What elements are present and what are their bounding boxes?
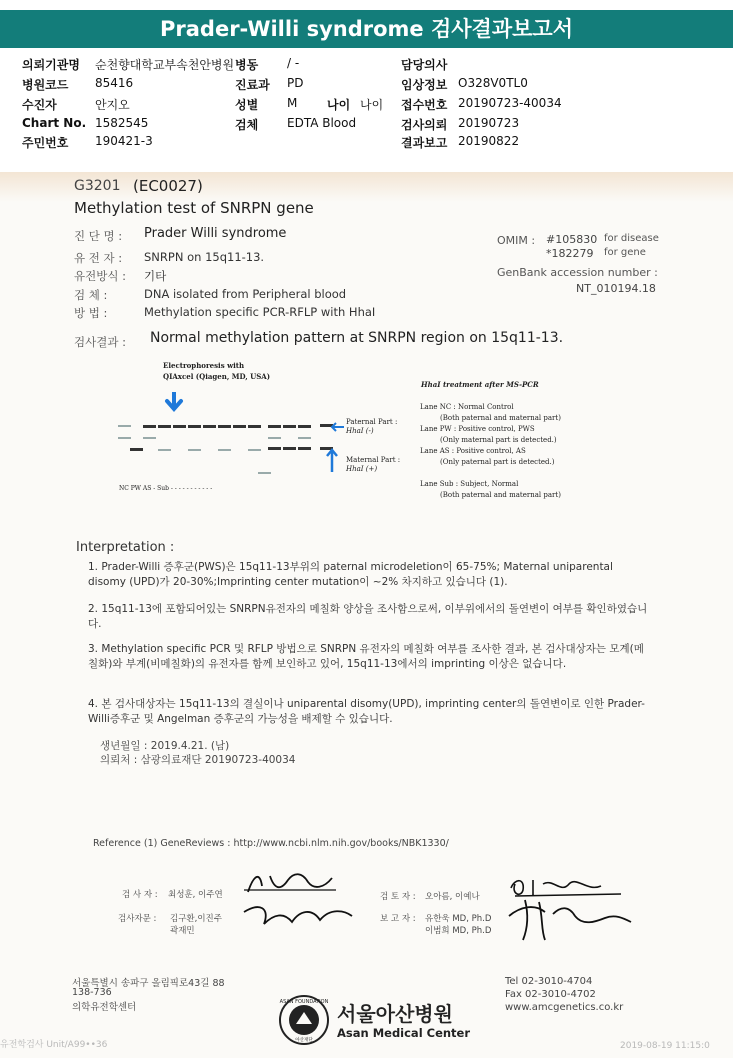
- logo-korean: 서울아산병원: [337, 1002, 453, 1026]
- request-date-label: 검사의뢰: [401, 118, 448, 132]
- telephone: Tel 02-3010-4704: [505, 976, 593, 987]
- method-value: Methylation specific PCR-RFLP with HhaI: [144, 305, 376, 319]
- sex-value: M: [287, 96, 298, 110]
- scan-footer-left: 유전학검사 Unit/A99••36: [0, 1040, 108, 1050]
- ward-value: / -: [287, 56, 300, 70]
- patient-value: 안지오: [95, 98, 130, 112]
- reviewer-names: 오아름, 이예나: [425, 892, 480, 902]
- advisor-names-2: 곽재민: [170, 926, 195, 936]
- gel-band: [298, 425, 311, 428]
- referrer: 의뢰처 : 삼광의료재단 20190723-40034: [100, 754, 296, 766]
- gel-band: [188, 449, 201, 451]
- hospital-value: 순천향대학교부속천안병원: [95, 58, 235, 72]
- interpretation-heading: Interpretation :: [76, 540, 175, 555]
- legend-line: Lane NC : Normal Control: [420, 403, 514, 411]
- gel-band: [173, 425, 186, 428]
- genbank-label: GenBank accession number :: [497, 266, 658, 279]
- genbank-value: NT_010194.18: [576, 282, 656, 295]
- legend-title: HhaI treatment after MS-PCR: [421, 380, 539, 389]
- examiner-label: 검 사 자 :: [122, 890, 158, 900]
- report-date-value: 20190822: [458, 134, 520, 148]
- gel-band: [218, 425, 231, 428]
- omim-label: OMIM :: [497, 234, 536, 247]
- advisor-label: 검사자문 :: [118, 914, 157, 924]
- legend-line: (Both paternal and maternal part): [440, 491, 561, 499]
- reporter-names-2: 이범희 MD, Ph.D: [425, 926, 492, 936]
- address-line-1: 서울특별시 송파구 올림픽로43길 88: [72, 978, 225, 989]
- gel-band: [118, 425, 131, 427]
- omim-gene-desc: for gene: [604, 247, 646, 258]
- gel-band: [298, 437, 311, 439]
- gel-band: [233, 425, 246, 428]
- age-label: 나이: [327, 98, 351, 112]
- report-title: Prader-Willi syndrome 검사결과보고서: [0, 10, 733, 48]
- legend-line: Lane PW : Positive control, PWS: [420, 425, 535, 433]
- specimen-type-label: 검체: [235, 118, 259, 132]
- resident-no-value: 190421-3: [95, 134, 153, 148]
- paternal-hhai: HhaI (-): [346, 427, 374, 435]
- resident-no-label: 주민번호: [22, 136, 69, 150]
- legend-line: (Only maternal part is detected.): [440, 436, 557, 444]
- paternal-label: Paternal Part :: [346, 418, 398, 426]
- website: www.amcgenetics.co.kr: [505, 1002, 624, 1013]
- legend-line: Lane AS : Positive control, AS: [420, 447, 526, 455]
- omim-disease: #105830: [546, 233, 598, 246]
- gel-band: [248, 449, 261, 451]
- department-label: 진료과: [235, 78, 270, 92]
- gel-band: [283, 447, 296, 450]
- accession-value: 20190723-40034: [458, 96, 562, 110]
- gel-band: [130, 448, 143, 451]
- gel-band: [248, 425, 261, 428]
- gel-band: [158, 449, 171, 451]
- test-name: Methylation test of SNRPN gene: [74, 199, 314, 217]
- gel-band: [283, 425, 296, 428]
- gel-band: [268, 425, 281, 428]
- maternal-label: Maternal Part :: [346, 456, 401, 464]
- specimen-type-value: EDTA Blood: [287, 116, 357, 130]
- request-date-value: 20190723: [458, 116, 520, 130]
- left-arrow-icon: [330, 420, 346, 434]
- department-value: PD: [287, 76, 304, 90]
- reviewer-label: 검 토 자 :: [380, 892, 416, 902]
- address-line-3: 의학유전학센터: [72, 1002, 137, 1013]
- seal-inner-text: 아산재단: [295, 1038, 313, 1043]
- down-arrow-icon: [164, 392, 184, 416]
- inheritance-label: 유전방식 :: [74, 269, 126, 283]
- legend-line: (Both paternal and maternal part): [440, 414, 561, 422]
- ward-label: 병동: [235, 58, 259, 72]
- qiaxcel-label: QIAxcel (Qiagen, MD, USA): [163, 372, 271, 381]
- gene-value: SNRPN on 15q11-13.: [144, 250, 265, 264]
- interpretation-paragraph-4: 4. 본 검사대상자는 15q11-13의 결실이나 uniparental disomy(UPD), imprinting center의 돌연변이로 인한 Prader-Willi증후군 및 Angelman 증후군의 가능성을 배제할 수 있습니다.: [88, 698, 645, 725]
- specimen-label: 검 체 :: [74, 288, 108, 302]
- gel-band: [188, 425, 201, 428]
- fax: Fax 02-3010-4702: [505, 989, 596, 1000]
- lane-labels: NC PW AS - Sub - - - - - - - - - - -: [119, 485, 213, 492]
- interpretation-paragraph-2: 2. 15q11-13에 포함되어있는 SNRPN유전자의 메칠화 양상을 조사함으로써, 이부위에서의 돌연변이 여부를 확인하였습니다.: [88, 603, 648, 630]
- gene-label: 유 전 자 :: [74, 251, 123, 265]
- gel-band: [143, 437, 156, 439]
- patient-label: 수진자: [22, 98, 57, 112]
- inheritance-value: 기타: [144, 269, 167, 283]
- gel-band: [218, 449, 231, 451]
- scan-footer-right: 2019-08-19 11:15:0: [620, 1041, 710, 1051]
- address-line-2: 138-736: [72, 987, 112, 998]
- gel-band: [268, 437, 281, 439]
- gel-band: [268, 447, 281, 450]
- omim-disease-desc: for disease: [604, 233, 659, 244]
- gel-band: [158, 425, 171, 428]
- doctor-label: 담당의사: [401, 58, 448, 72]
- chart-no-value: 1582545: [95, 116, 149, 130]
- chart-no-label: Chart No.: [22, 116, 87, 130]
- test-code-2: (EC0027): [133, 177, 203, 195]
- hospital-label: 의뢰기관명: [22, 58, 80, 72]
- hospital-code-label: 병원코드: [22, 78, 69, 92]
- asan-foundation-seal: [278, 994, 330, 1046]
- reporter-label: 보 고 자 :: [380, 914, 416, 924]
- clinical-info-label: 임상정보: [401, 78, 448, 92]
- birth-date: 생년월일 : 2019.4.21. (남): [100, 740, 230, 752]
- seal-text: ASAN FOUNDATION: [279, 999, 329, 1005]
- report-date-label: 결과보고: [401, 136, 448, 150]
- interpretation-paragraph-1: 1. Prader-Willi 증후군(PWS)은 15q11-13부위의 paternal microdeletion이 65-75%; Maternal uniparental disomy (UPD)가 20-30%;Imprinting center mutation이 ~2% 차지하고 있습니다 (1).: [88, 561, 613, 588]
- legend-line: (Only paternal part is detected.): [440, 458, 555, 466]
- method-label: 방 법 :: [74, 306, 108, 320]
- reporter-names-1: 유한욱 MD, Ph.D: [425, 914, 492, 924]
- electrophoresis-label: Electrophoresis with: [163, 361, 245, 370]
- examiner-names: 최성훈, 이주연: [168, 890, 223, 900]
- examiner-signature: [240, 868, 340, 898]
- legend-line: Lane Sub : Subject, Normal: [420, 480, 519, 488]
- interpretation-paragraph-3: 3. Methylation specific PCR 및 RFLP 방법으로 SNRPN 유전자의 메칠화 여부를 조사한 결과, 본 검사대상자는 모계(메칠화)와 부계(비메칠화)의 유전자를 함께 보인하고 있어, 15q11-13에서의 imprinting 이상은 없습니다.: [88, 643, 644, 670]
- omim-gene: *182279: [546, 247, 594, 260]
- up-arrow-icon: [324, 448, 340, 476]
- logo-english: Asan Medical Center: [337, 1026, 471, 1040]
- reporter-signature: [505, 896, 635, 944]
- gel-band: [143, 425, 156, 428]
- clinical-info-value: O328V0TL0: [458, 76, 528, 90]
- hospital-code-value: 85416: [95, 76, 134, 90]
- diagnosis-label: 진 단 명 :: [74, 229, 123, 243]
- specimen-value: DNA isolated from Peripheral blood: [144, 287, 347, 301]
- gel-band: [258, 472, 271, 474]
- gel-band: [203, 425, 216, 428]
- advisor-signature: [240, 898, 360, 934]
- diagnosis-value: Prader Willi syndrome: [144, 226, 287, 241]
- advisor-names-1: 김구환,이진주: [170, 914, 222, 924]
- result-value: Normal methylation pattern at SNRPN region on 15q11-13.: [150, 330, 564, 346]
- test-code: G3201: [74, 178, 121, 194]
- reference: Reference (1) GeneReviews : http://www.ncbi.nlm.nih.gov/books/NBK1330/: [93, 838, 449, 849]
- sex-label: 성별: [235, 98, 259, 112]
- result-label: 검사결과 :: [74, 335, 126, 349]
- gel-band: [118, 437, 131, 439]
- maternal-hhai: HhaI (+): [346, 465, 378, 473]
- age-value: 나이: [360, 98, 384, 112]
- accession-label: 접수번호: [401, 98, 448, 112]
- gel-band: [298, 447, 311, 450]
